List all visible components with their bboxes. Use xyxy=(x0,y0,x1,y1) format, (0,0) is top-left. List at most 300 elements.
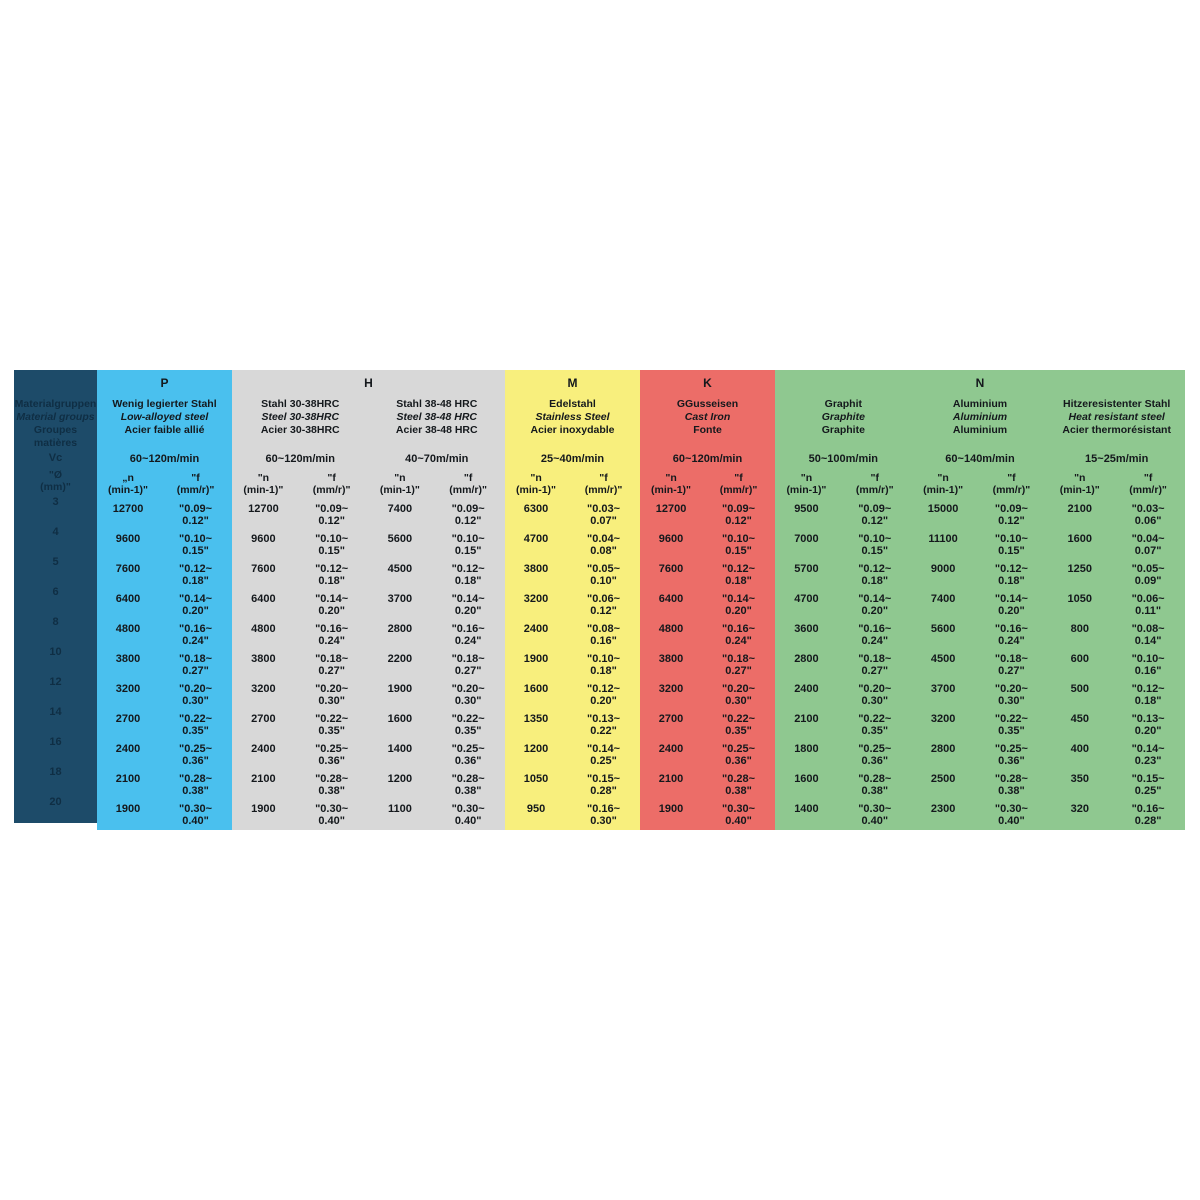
spindle-speed-value: 800 xyxy=(1070,623,1089,635)
column-labels xyxy=(97,472,232,500)
feed-rate-line1: "0.09~ xyxy=(858,503,892,515)
table-row xyxy=(505,800,640,830)
speed-label-line2: (min-1)" xyxy=(651,484,692,496)
feed-rate-line2: 0.20" xyxy=(590,695,617,707)
feed-rate-line2: 0.30" xyxy=(998,695,1025,707)
spindle-speed-value: 1900 xyxy=(115,803,141,815)
feed-rate-value xyxy=(159,500,232,530)
diameter-label xyxy=(14,469,97,493)
group-letter-K: K xyxy=(703,376,712,390)
feed-label-line1: "f xyxy=(599,472,608,484)
feed-label-line2: (mm/r)" xyxy=(855,484,894,496)
feed-rate-line1: "0.22~ xyxy=(722,713,756,725)
spindle-speed-value: 4500 xyxy=(387,563,413,575)
feed-rate-line1: "0.16~ xyxy=(587,803,621,815)
speed-label-line1: "n xyxy=(800,472,813,484)
feed-rate-value xyxy=(702,800,775,830)
feed-rate-line1: "0.05~ xyxy=(1131,563,1165,575)
feed-rate-line2: 0.28" xyxy=(590,785,617,797)
table-row xyxy=(97,800,232,830)
feed-column-label xyxy=(159,472,232,500)
material-title-line: Hitzeresistenter Stahl xyxy=(1062,398,1171,410)
speed-label-line2: (min-1)" xyxy=(786,484,827,496)
feed-rate-line2: 0.18" xyxy=(725,575,752,587)
spindle-speed-value: 3800 xyxy=(115,653,141,665)
feed-rate-value xyxy=(567,680,640,710)
dark-column-spacer xyxy=(14,370,97,392)
material-title-line: Steel 38-48 HRC xyxy=(396,411,478,423)
speed-label-line1: "n xyxy=(665,472,677,484)
data-rows xyxy=(369,500,506,830)
feed-column-label xyxy=(1111,472,1185,500)
spindle-speed-value: 12700 xyxy=(248,503,279,515)
cutting-speed-range: 25~40m/min xyxy=(540,453,605,465)
diameter-label-line2: (mm)" xyxy=(40,481,71,493)
material-subcolumn xyxy=(640,396,775,830)
feed-rate-value xyxy=(1111,560,1185,590)
table-row xyxy=(1048,650,1185,680)
groups xyxy=(97,370,1185,830)
material-title xyxy=(232,396,369,446)
feed-rate-line1: "0.12~ xyxy=(179,563,213,575)
material-groups-heading-fr: Groupes matières xyxy=(33,423,78,449)
material-title xyxy=(1048,396,1185,446)
table-row xyxy=(912,560,1049,590)
table-row xyxy=(640,680,775,710)
feed-rate-value xyxy=(567,560,640,590)
table-row xyxy=(640,770,775,800)
feed-rate-line2: 0.30" xyxy=(861,695,889,707)
table-row xyxy=(505,680,640,710)
table-row xyxy=(97,530,232,560)
diameter-value: 3 xyxy=(52,496,59,508)
table-row xyxy=(775,620,912,650)
diameter-value: 6 xyxy=(52,586,59,598)
feed-rate-line2: 0.38" xyxy=(454,785,482,797)
feed-rate-value xyxy=(1111,770,1185,800)
speed-label-line1: "n xyxy=(937,472,949,484)
spindle-speed-value: 12700 xyxy=(112,503,144,515)
material-title-line: Fonte xyxy=(693,424,722,436)
feed-rate-line1: "0.22~ xyxy=(451,713,485,725)
material-subcolumn xyxy=(775,396,912,830)
feed-rate-line2: 0.20" xyxy=(318,605,345,617)
feed-rate-line1: "0.28~ xyxy=(179,773,213,785)
table-row xyxy=(232,710,369,740)
feed-rate-line2: 0.07" xyxy=(590,515,617,527)
feed-rate-line1: "0.18~ xyxy=(451,653,485,665)
feed-rate-line2: 0.24" xyxy=(725,635,752,647)
data-rows xyxy=(505,500,640,830)
feed-rate-line2: 0.38" xyxy=(998,785,1025,797)
feed-rate-value xyxy=(838,530,912,560)
feed-rate-line1: "0.03~ xyxy=(587,503,621,515)
material-subcolumn xyxy=(912,396,1049,830)
feed-rate-line2: 0.12" xyxy=(454,515,482,527)
table-row xyxy=(912,680,1049,710)
spindle-speed-value: 9600 xyxy=(658,533,684,545)
feed-rate-line1: "0.12~ xyxy=(994,563,1028,575)
feed-rate-line1: "0.06~ xyxy=(587,593,621,605)
feed-rate-line2: 0.35" xyxy=(861,725,889,737)
material-title-line: Acier faible allié xyxy=(124,424,205,436)
feed-rate-value xyxy=(567,590,640,620)
feed-rate-line2: 0.20" xyxy=(725,605,752,617)
table-row xyxy=(1048,710,1185,740)
feed-rate-value xyxy=(975,530,1049,560)
table-row xyxy=(505,770,640,800)
feed-rate-line2: 0.14" xyxy=(1134,635,1162,647)
spindle-speed-value: 450 xyxy=(1070,713,1089,725)
feed-rate-value xyxy=(702,530,775,560)
cutting-data-table xyxy=(14,370,1185,830)
material-title-line: Aluminium xyxy=(952,411,1008,423)
spindle-speed-value: 500 xyxy=(1070,683,1089,695)
diameter-value: 4 xyxy=(52,526,59,538)
table-row xyxy=(640,620,775,650)
table-row xyxy=(369,560,506,590)
feed-rate-line1: "0.28~ xyxy=(858,773,892,785)
material-title-line: Graphite xyxy=(821,424,865,436)
material-title-line: Low-alloyed steel xyxy=(120,411,209,423)
material-groups-column xyxy=(14,370,97,823)
table-row xyxy=(640,650,775,680)
table-row xyxy=(97,500,232,530)
speed-label-line1: "n xyxy=(257,472,270,484)
feed-rate-value xyxy=(975,680,1049,710)
feed-rate-value xyxy=(431,770,505,800)
table-row xyxy=(97,710,232,740)
spindle-speed-value: 1800 xyxy=(794,743,819,755)
feed-rate-value xyxy=(431,650,505,680)
spindle-speed-value: 2700 xyxy=(251,713,276,725)
spindle-speed-value: 1600 xyxy=(387,713,413,725)
feed-rate-value xyxy=(1111,530,1185,560)
feed-rate-line2: 0.16" xyxy=(590,635,617,647)
table-row xyxy=(640,530,775,560)
table-row xyxy=(1048,530,1185,560)
table-row xyxy=(369,740,506,770)
feed-rate-value xyxy=(159,560,232,590)
feed-rate-value xyxy=(975,650,1049,680)
feed-rate-value xyxy=(838,740,912,770)
spindle-speed-value: 5600 xyxy=(930,623,956,635)
spindle-speed-value: 1900 xyxy=(251,803,276,815)
spindle-speed-value: 4500 xyxy=(930,653,956,665)
group-subcolumns-K xyxy=(640,396,775,830)
feed-rate-value xyxy=(295,710,369,740)
group-subcolumns-P xyxy=(97,396,232,830)
diameter-value: 12 xyxy=(49,676,62,688)
table-row xyxy=(775,740,912,770)
feed-rate-line1: "0.25~ xyxy=(179,743,213,755)
feed-rate-line1: "0.18~ xyxy=(994,653,1028,665)
feed-rate-line2: 0.38" xyxy=(318,785,345,797)
feed-rate-line1: "0.14~ xyxy=(315,593,349,605)
feed-rate-value xyxy=(975,560,1049,590)
spindle-speed-value: 2700 xyxy=(658,713,684,725)
spindle-speed-value: 15000 xyxy=(927,503,959,515)
spindle-speed-value: 2800 xyxy=(794,653,819,665)
spindle-speed-value: 2100 xyxy=(658,773,684,785)
table-row xyxy=(505,710,640,740)
feed-column-label xyxy=(567,472,640,500)
spindle-speed-value: 3600 xyxy=(794,623,819,635)
feed-rate-value xyxy=(567,500,640,530)
feed-rate-line2: 0.12" xyxy=(182,515,209,527)
feed-rate-line1: "0.16~ xyxy=(1131,803,1165,815)
feed-label-line1: "f xyxy=(463,472,473,484)
spindle-speed-value: 5600 xyxy=(387,533,413,545)
spindle-speed-value: 2800 xyxy=(930,743,956,755)
speed-column-label xyxy=(505,472,567,500)
feed-rate-value xyxy=(838,590,912,620)
feed-rate-line1: "0.18~ xyxy=(722,653,756,665)
spindle-speed-value: 3800 xyxy=(658,653,684,665)
table-row xyxy=(775,680,912,710)
spindle-speed-value: 320 xyxy=(1070,803,1089,815)
feed-rate-line2: 0.30" xyxy=(182,695,209,707)
feed-rate-line2: 0.35" xyxy=(725,725,752,737)
feed-rate-line2: 0.40" xyxy=(861,815,889,827)
spindle-speed-value: 400 xyxy=(1070,743,1089,755)
feed-rate-value xyxy=(567,800,640,830)
feed-rate-value xyxy=(975,710,1049,740)
spindle-speed-value: 1050 xyxy=(523,773,549,785)
feed-rate-line2: 0.24" xyxy=(861,635,889,647)
feed-rate-line1: "0.28~ xyxy=(722,773,756,785)
spindle-speed-value: 3200 xyxy=(930,713,956,725)
feed-label-line1: "f xyxy=(870,472,879,484)
table-row xyxy=(232,770,369,800)
feed-label-line1: "f xyxy=(734,472,743,484)
material-title-line: Heat resistant steel xyxy=(1068,411,1165,423)
feed-rate-line1: "0.25~ xyxy=(858,743,892,755)
feed-rate-line2: 0.18" xyxy=(454,575,482,587)
feed-rate-value xyxy=(431,500,505,530)
feed-rate-value xyxy=(838,770,912,800)
feed-rate-value xyxy=(975,620,1049,650)
column-labels xyxy=(369,472,506,500)
feed-rate-line1: "0.22~ xyxy=(858,713,892,725)
cutting-speed-range: 40~70m/min xyxy=(405,453,469,465)
feed-rate-line1: "0.05~ xyxy=(587,563,621,575)
material-title xyxy=(775,396,912,446)
material-title-line: Acier thermorésistant xyxy=(1062,424,1171,436)
spindle-speed-value: 4800 xyxy=(251,623,276,635)
table-row xyxy=(232,500,369,530)
speed-column-label xyxy=(1048,472,1111,500)
feed-rate-line2: 0.15" xyxy=(182,545,209,557)
spindle-speed-value: 2200 xyxy=(387,653,413,665)
feed-rate-value xyxy=(975,500,1049,530)
diameter-value: 10 xyxy=(49,646,62,658)
feed-rate-line1: "0.16~ xyxy=(179,623,213,635)
cutting-speed-range: 60~120m/min xyxy=(265,453,335,465)
feed-rate-value xyxy=(567,620,640,650)
spindle-speed-value: 6400 xyxy=(251,593,276,605)
feed-rate-line1: "0.14~ xyxy=(1131,743,1165,755)
table-row xyxy=(232,620,369,650)
diameter-value: 14 xyxy=(49,706,62,718)
feed-rate-line2: 0.15" xyxy=(318,545,345,557)
spindle-speed-value: 1900 xyxy=(658,803,684,815)
material-title xyxy=(912,396,1049,446)
feed-rate-line2: 0.28" xyxy=(1134,815,1162,827)
feed-rate-line2: 0.40" xyxy=(998,815,1025,827)
feed-label-line2: (mm/r)" xyxy=(312,484,351,496)
spindle-speed-value: 2400 xyxy=(658,743,684,755)
feed-rate-line1: "0.30~ xyxy=(722,803,756,815)
feed-column-label xyxy=(702,472,775,500)
speed-label-line2: (min-1)" xyxy=(1059,484,1100,496)
feed-rate-value xyxy=(431,590,505,620)
feed-rate-line1: "0.28~ xyxy=(315,773,349,785)
spindle-speed-value: 6300 xyxy=(523,503,549,515)
material-title-line: Aluminium xyxy=(952,398,1008,410)
feed-rate-value xyxy=(975,800,1049,830)
feed-rate-line1: "0.25~ xyxy=(315,743,349,755)
feed-rate-line1: "0.12~ xyxy=(1131,683,1165,695)
table-row xyxy=(505,500,640,530)
feed-rate-value xyxy=(159,650,232,680)
feed-rate-value xyxy=(975,770,1049,800)
feed-rate-line2: 0.20" xyxy=(861,605,889,617)
feed-rate-value xyxy=(838,500,912,530)
feed-label-line2: (mm/r)" xyxy=(176,484,215,496)
feed-rate-line1: "0.28~ xyxy=(994,773,1028,785)
table-row xyxy=(369,680,506,710)
feed-rate-line1: "0.14~ xyxy=(994,593,1028,605)
feed-rate-line2: 0.40" xyxy=(182,815,209,827)
table-row xyxy=(369,590,506,620)
feed-rate-line2: 0.27" xyxy=(182,665,209,677)
material-title-line: Wenig legierter Stahl xyxy=(112,398,217,410)
feed-rate-value xyxy=(431,530,505,560)
group-subcolumns-H xyxy=(232,396,505,830)
feed-rate-line2: 0.20" xyxy=(1134,725,1162,737)
feed-rate-value xyxy=(1111,650,1185,680)
material-groups-heading-de: Materialgruppen xyxy=(14,397,97,410)
feed-rate-value xyxy=(702,590,775,620)
material-title xyxy=(640,396,775,446)
material-title-line: Cast Iron xyxy=(684,411,731,423)
material-title-line: Stahl 38-48 HRC xyxy=(396,398,478,410)
table-row xyxy=(1048,620,1185,650)
spindle-speed-value: 9500 xyxy=(794,503,819,515)
feed-rate-line1: "0.20~ xyxy=(722,683,756,695)
spindle-speed-value: 3200 xyxy=(523,593,549,605)
feed-rate-line1: "0.22~ xyxy=(994,713,1028,725)
feed-rate-value xyxy=(567,650,640,680)
speed-label-line1: "n xyxy=(530,472,542,484)
feed-rate-value xyxy=(295,590,369,620)
material-group-N xyxy=(775,370,1185,830)
feed-rate-line2: 0.40" xyxy=(318,815,345,827)
feed-rate-value xyxy=(567,710,640,740)
column-labels xyxy=(505,472,640,500)
spindle-speed-value: 9600 xyxy=(251,533,276,545)
feed-rate-line1: "0.14~ xyxy=(179,593,213,605)
feed-rate-value xyxy=(838,680,912,710)
column-labels xyxy=(1048,472,1185,500)
feed-rate-value xyxy=(702,680,775,710)
feed-rate-line2: 0.12" xyxy=(998,515,1025,527)
feed-label-line2: (mm/r)" xyxy=(992,484,1031,496)
feed-rate-value xyxy=(431,710,505,740)
feed-column-label xyxy=(975,472,1049,500)
feed-rate-line2: 0.10" xyxy=(590,575,617,587)
feed-rate-line1: "0.13~ xyxy=(1131,713,1165,725)
feed-rate-line1: "0.20~ xyxy=(451,683,485,695)
feed-label-line2: (mm/r)" xyxy=(1129,484,1167,496)
group-letter-N: N xyxy=(975,376,985,390)
feed-rate-line1: "0.22~ xyxy=(179,713,213,725)
material-subcolumn xyxy=(97,396,232,830)
speed-label-line2: (min-1)" xyxy=(923,484,964,496)
table-row xyxy=(369,710,506,740)
spindle-speed-value: 1900 xyxy=(387,683,413,695)
material-title xyxy=(505,396,640,446)
spindle-speed-value: 2300 xyxy=(930,803,956,815)
table-row xyxy=(640,560,775,590)
table-row xyxy=(97,770,232,800)
feed-rate-line1: "0.18~ xyxy=(179,653,213,665)
spindle-speed-value: 7400 xyxy=(387,503,413,515)
material-title-line: GGusseisen xyxy=(676,398,739,410)
feed-rate-line1: "0.09~ xyxy=(315,503,349,515)
speed-column-label xyxy=(232,472,295,500)
feed-rate-line2: 0.09" xyxy=(1134,575,1162,587)
spindle-speed-value: 2400 xyxy=(523,623,549,635)
diameter-value: 8 xyxy=(52,616,59,628)
table-row xyxy=(775,650,912,680)
feed-rate-line2: 0.12" xyxy=(861,515,889,527)
table-row xyxy=(1048,590,1185,620)
diameter-value: 5 xyxy=(52,556,59,568)
cutting-speed-range: 15~25m/min xyxy=(1085,453,1149,465)
spindle-speed-value: 3700 xyxy=(387,593,413,605)
speed-label-line1: "n xyxy=(1074,472,1086,484)
material-subcolumn xyxy=(505,396,640,830)
feed-rate-value xyxy=(1111,590,1185,620)
feed-rate-line1: "0.15~ xyxy=(587,773,621,785)
spindle-speed-value: 1400 xyxy=(794,803,819,815)
spindle-speed-value: 2400 xyxy=(794,683,819,695)
spindle-speed-value: 9600 xyxy=(115,533,141,545)
feed-rate-value xyxy=(567,770,640,800)
speed-label-line2: (min-1)" xyxy=(516,484,557,496)
feed-rate-line1: "0.10~ xyxy=(1131,653,1165,665)
feed-label-line1: "f xyxy=(1143,472,1153,484)
feed-rate-value xyxy=(838,560,912,590)
cutting-speed-range: 60~140m/min xyxy=(945,453,1015,465)
feed-rate-line2: 0.30" xyxy=(590,815,617,827)
table-row xyxy=(97,620,232,650)
feed-rate-line1: "0.20~ xyxy=(858,683,892,695)
material-title-line: Steel 30-38HRC xyxy=(261,411,340,423)
feed-rate-line1: "0.14~ xyxy=(722,593,756,605)
table-row xyxy=(369,770,506,800)
spindle-speed-value: 2100 xyxy=(794,713,819,725)
spindle-speed-value: 7400 xyxy=(930,593,956,605)
feed-rate-line1: "0.28~ xyxy=(451,773,485,785)
feed-rate-line2: 0.15" xyxy=(861,545,889,557)
feed-rate-line2: 0.40" xyxy=(725,815,752,827)
feed-rate-line2: 0.22" xyxy=(590,725,617,737)
spindle-speed-value: 1600 xyxy=(523,683,549,695)
group-letter-M: M xyxy=(567,376,578,390)
